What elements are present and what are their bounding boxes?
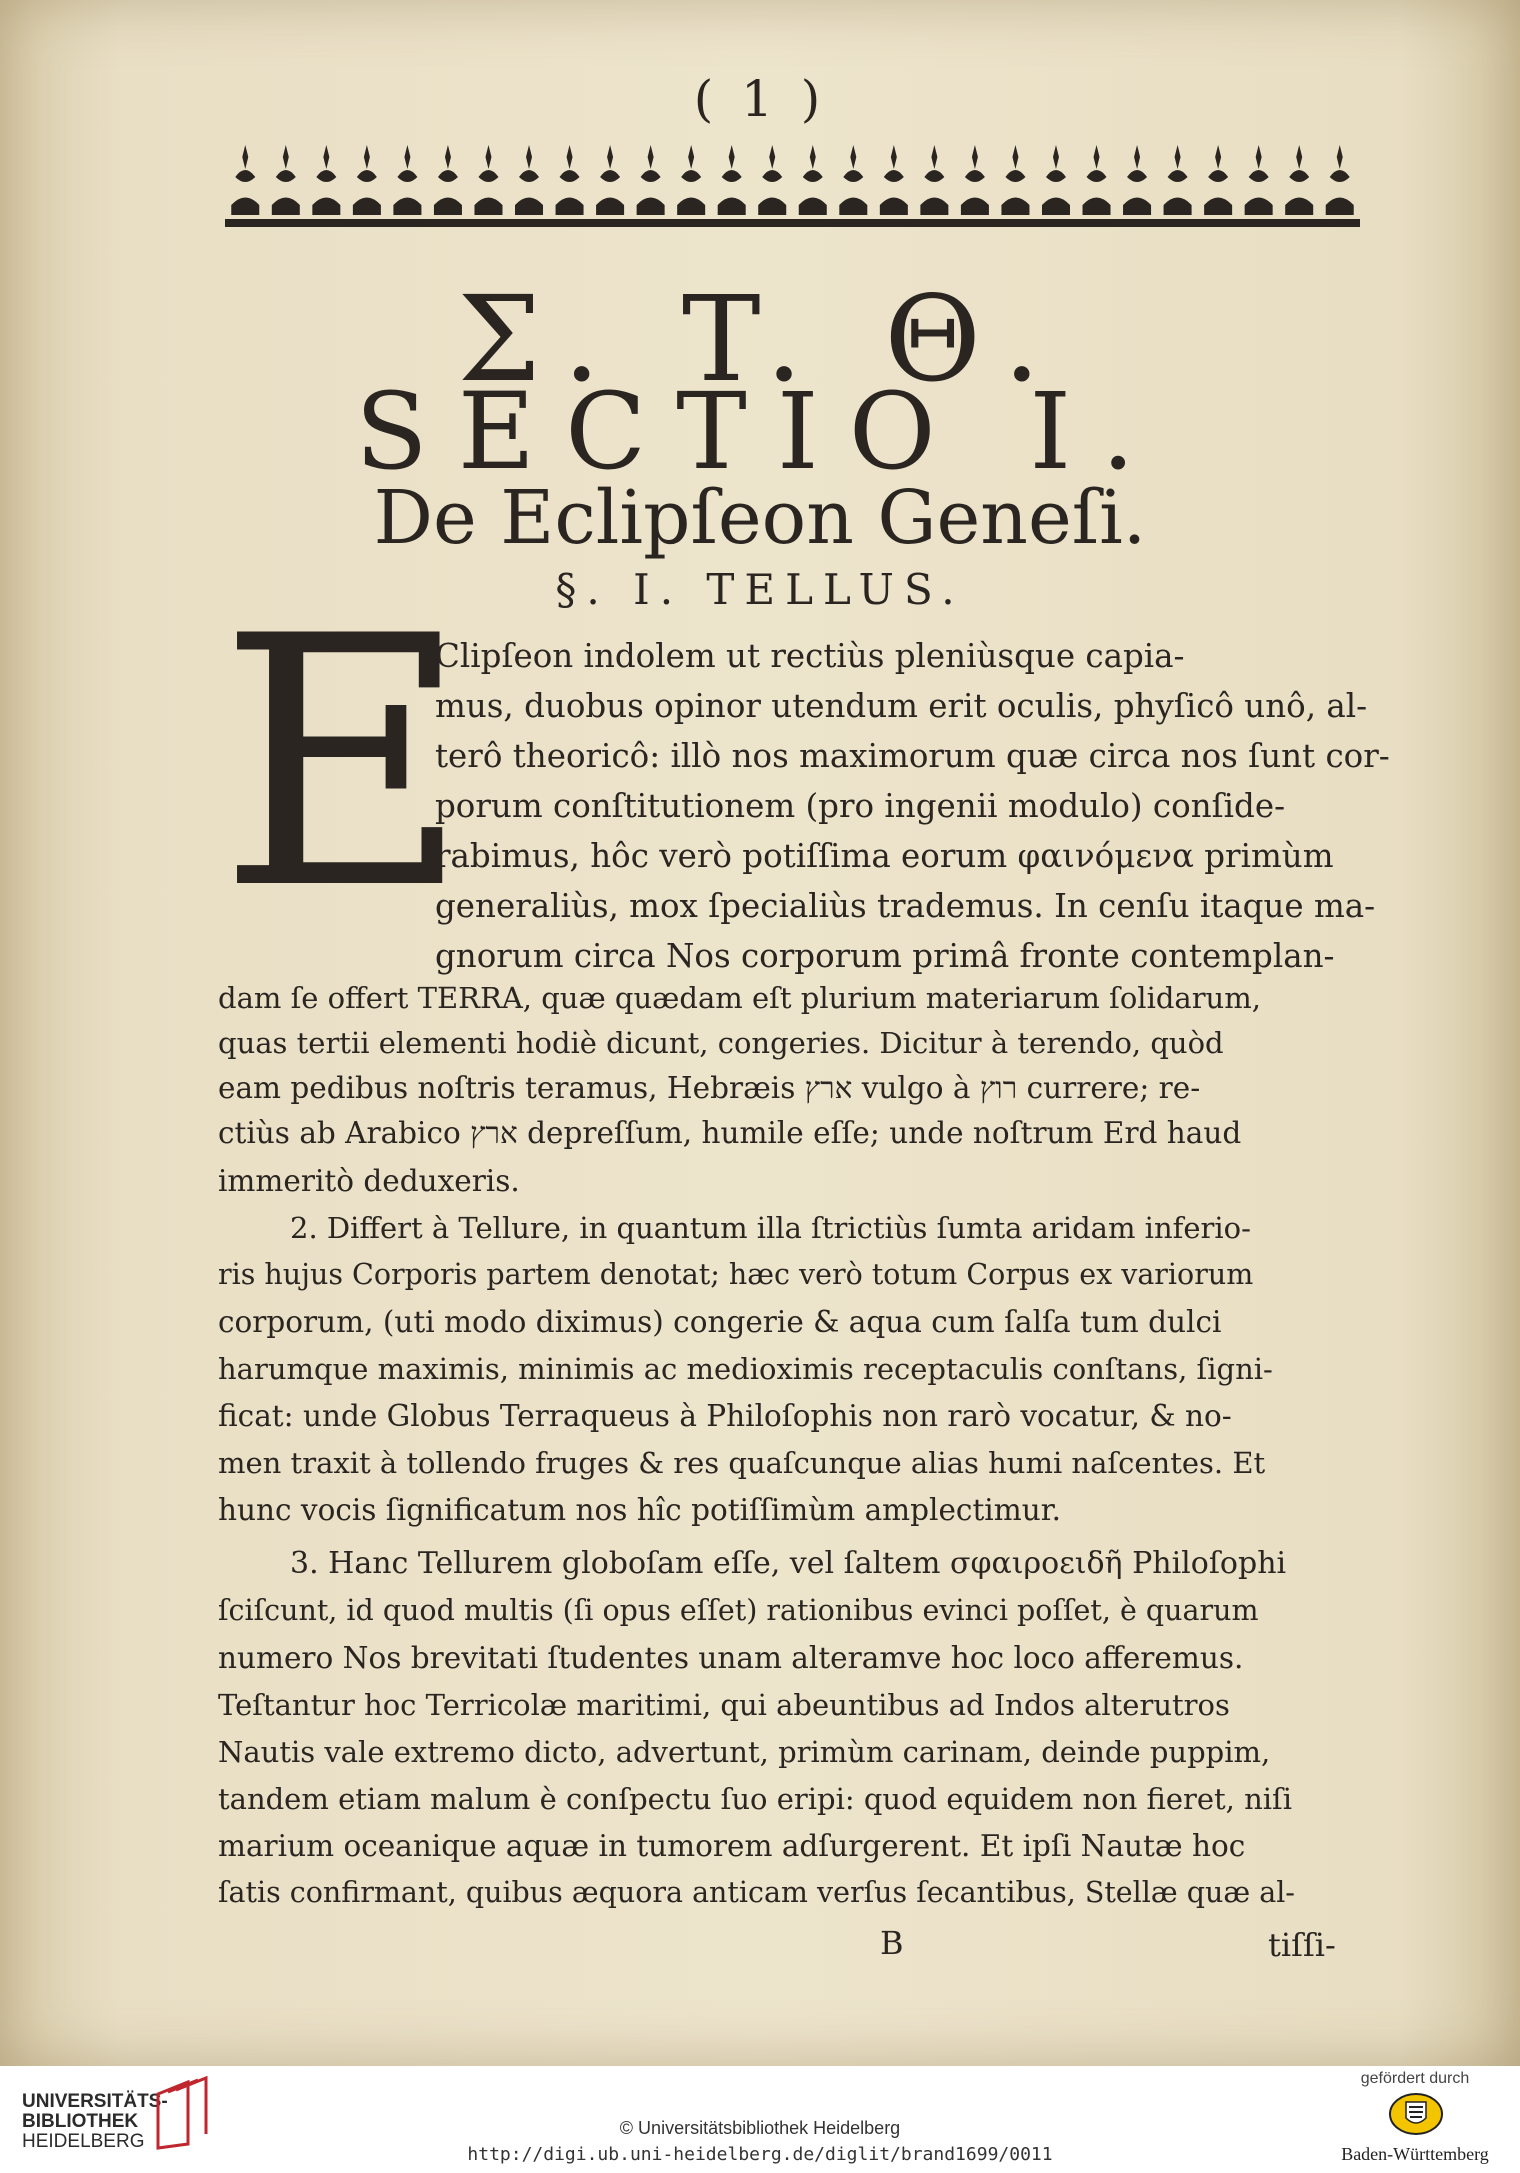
title-greek-letters: Σ. T. Θ. [457, 270, 1063, 408]
fleuron-icon [961, 145, 989, 215]
text-line: gnorum circa Nos corporum primâ fronte contemplan- [435, 937, 1335, 975]
fleuron-icon [312, 145, 340, 215]
text-line: rabimus, hôc verò potiſſima eorum φαινόμενα primùm [435, 837, 1334, 875]
section-title: SECTIO I. [355, 370, 1165, 493]
fleuron-icon [1326, 145, 1354, 215]
fleuron-icon [839, 145, 867, 215]
catchword: tiſſi- [1268, 1926, 1336, 1964]
text-line: ficat: unde Globus Terraqueus à Philoſophis non rarò vocatur, & no- [218, 1399, 1232, 1433]
text-line: dam ſe offert TERRA, quæ quædam eſt plurium materiarum ſolidarum, [218, 981, 1261, 1015]
copyright-text: © Universitätsbibliothek Heidelberg [619, 2118, 901, 2138]
fleuron-icon [1204, 145, 1232, 215]
fleuron-icon [1042, 145, 1070, 215]
fleuron-icon [637, 145, 665, 215]
text-line: Clipſeon indolem ut rectiùs pleniùsque capia- [435, 637, 1185, 675]
text-line: men traxit à tollendo fruges & res quaſcunque alias humi naſcentes. Et [218, 1446, 1266, 1480]
fleuron-icon [474, 145, 502, 215]
fleuron-icon [231, 145, 259, 215]
fleuron-icon [920, 145, 948, 215]
page-number: ( 1 ) [693, 70, 827, 128]
text-line: mus, duobus opinor utendum erit oculis, phyſicô unô, al- [435, 687, 1368, 725]
fleuron-ornament-band [225, 135, 1360, 235]
fleuron-icon [1083, 145, 1111, 215]
section-subtitle: De Eclipſeon Geneſi. [373, 475, 1147, 561]
text-line: immeritò deduxeris. [218, 1164, 520, 1198]
fleuron-icon [272, 145, 300, 215]
text-line: terô theoricô: illò nos maximorum quæ circa nos ſunt cor- [435, 737, 1390, 775]
signature-mark: B [880, 1924, 904, 1962]
text-line: numero Nos brevitati ſtudentes unam alteramve hoc loco afferemus. [218, 1641, 1244, 1675]
fleuron-icon [1123, 145, 1151, 215]
text-line: 2. Differt à Tellure, in quantum illa ſtrictiùs ſumta aridam inferio- [290, 1211, 1251, 1245]
text-line: ctiùs ab Arabico ארץ depreſſum, humile eſſe; unde noſtrum Erd haud [218, 1116, 1242, 1150]
fleuron-icon [556, 145, 584, 215]
fleuron-icon [1164, 145, 1192, 215]
text-line: porum conſtitutionem (pro ingenii modulo) conſide- [435, 787, 1286, 825]
text-line: marium oceanique aquæ in tumorem adſurgerent. Et ipſi Nautæ hoc [218, 1829, 1246, 1863]
baden-wuerttemberg-crest-icon [1388, 2092, 1444, 2136]
paragraph-heading: §. I. TELLUS. [555, 565, 965, 614]
text-line: ris hujus Corporis partem denotat; hæc verò totum Corpus ex variorum [218, 1258, 1254, 1291]
text-line: quas tertii elementi hodiè dicunt, congeries. Dicitur à terendo, quòd [218, 1026, 1224, 1060]
text-line: Teſtantur hoc Terricolæ maritimi, qui abeuntibus ad Indos alterutros [218, 1688, 1230, 1722]
fleuron-icon [799, 145, 827, 215]
text-line: ſciſcunt, id quod multis (ſi opus eſſet) rationibus evinci poſſet, è quarum [218, 1594, 1259, 1627]
text-line: harumque maximis, minimis ac medioximis receptaculis conſtans, ſigni- [218, 1352, 1273, 1386]
ornament-rule [225, 219, 1360, 227]
sponsor-name: Baden-Württemberg [1341, 2144, 1489, 2164]
fleuron-icon [758, 145, 786, 215]
library-name-line: UNIVERSITÄTS- [22, 2091, 168, 2112]
fleuron-icon [1245, 145, 1273, 215]
library-logo-icon [148, 2074, 210, 2152]
text-line: generaliùs, mox ſpecialiùs trademus. In cenſu itaque ma- [435, 887, 1376, 925]
fleuron-icon [434, 145, 462, 215]
funded-by-label: gefördert durch [1360, 2070, 1470, 2087]
fleuron-icon [880, 145, 908, 215]
fleuron-icon [393, 145, 421, 215]
fleuron-icon [677, 145, 705, 215]
drop-cap-letter: E [218, 564, 470, 965]
text-line: corporum, (uti modo diximus) congerie & aqua cum ſalſa tum dulci [218, 1305, 1222, 1339]
fleuron-icon [515, 145, 543, 215]
text-line: Nautis vale extremo dicto, advertunt, primùm carinam, deinde puppim, [218, 1735, 1271, 1769]
fleuron-icon [596, 145, 624, 215]
library-name-line: HEIDELBERG [22, 2131, 145, 2152]
fleuron-icon [1001, 145, 1029, 215]
library-name-line: BIBLIOTHEK [22, 2111, 139, 2132]
fleuron-icon [353, 145, 381, 215]
text-line: eam pedibus noſtris teramus, Hebræis ארץ vulgo à רוץ currere; re- [218, 1071, 1201, 1105]
text-line: hunc vocis ſignificatum nos hîc potiſſimùm amplectimur. [218, 1493, 1061, 1527]
permalink-url[interactable]: http://digi.ub.uni-heidelberg.de/diglit/brand1699/0011 [467, 2144, 1053, 2165]
text-line: 3. Hanc Tellurem globoſam eſſe, vel ſaltem σφαιροειδῆ Philoſophi [290, 1546, 1287, 1581]
text-line: tandem etiam malum è conſpectu ſuo eripi: quod equidem non fieret, niſi [218, 1782, 1293, 1816]
fleuron-icon [1285, 145, 1313, 215]
text-line: ſatis confirmant, quibus æquora anticam verſus ſecantibus, Stellæ quæ al- [218, 1876, 1295, 1909]
fleuron-icon [718, 145, 746, 215]
